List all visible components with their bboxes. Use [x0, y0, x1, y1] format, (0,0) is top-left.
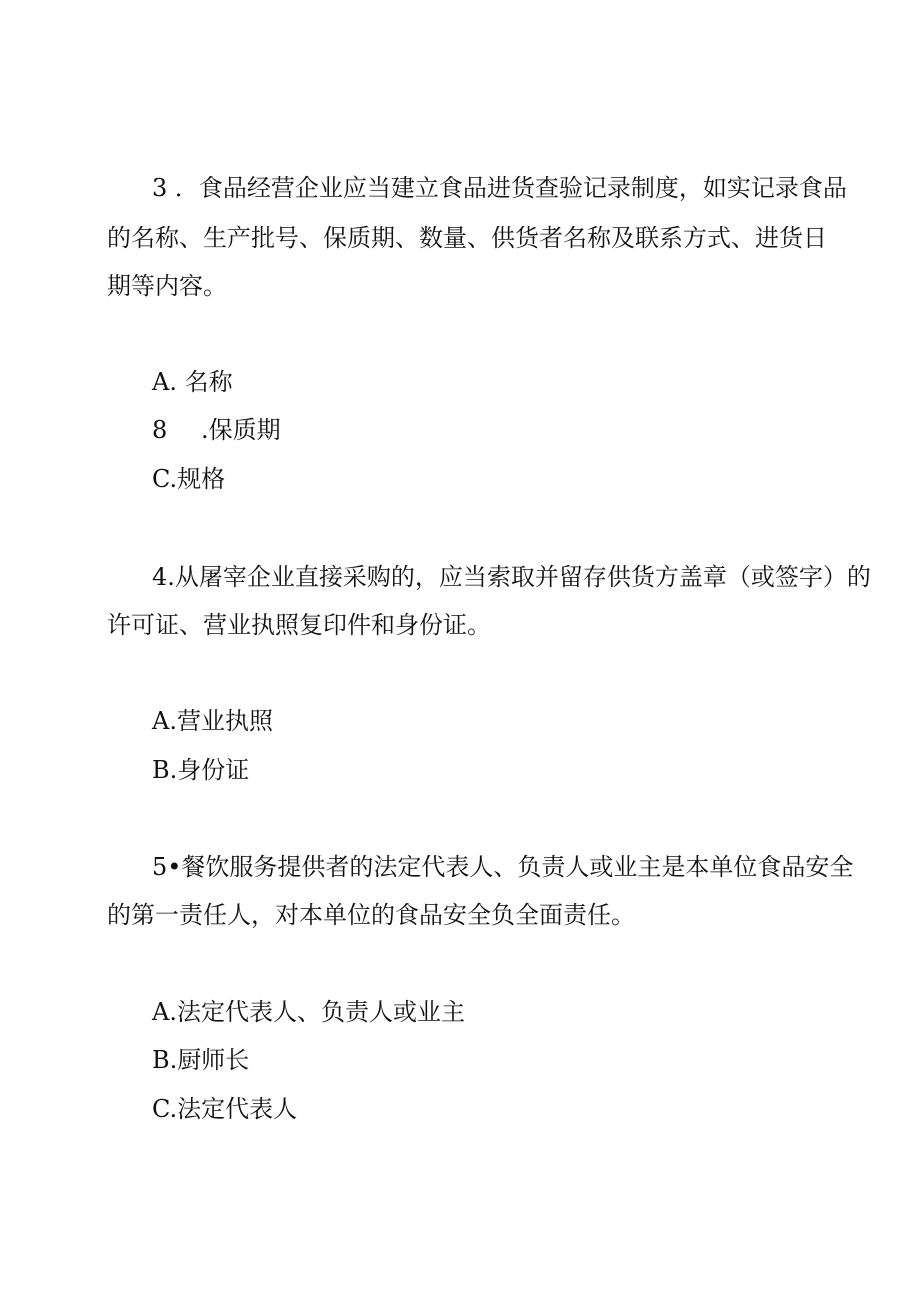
option-marker: A.	[152, 368, 177, 396]
question-5-line-2: 的第一责任人，对本单位的食品安全负全面责任。	[107, 901, 635, 929]
option-marker: A.	[152, 707, 177, 735]
option-marker: B.	[152, 756, 178, 784]
question-3-option-b	[152, 416, 281, 444]
option-marker: 8	[152, 416, 168, 444]
option-text: 名称	[176, 368, 233, 396]
question-4-line-1: 4.从屠宰企业直接采购的，应当索取并留存供货方盖章（或签字）的	[152, 563, 871, 591]
option-text: .保质期	[201, 416, 281, 444]
question-4-option-b	[152, 756, 249, 784]
option-marker: B.	[152, 1046, 178, 1074]
question-5-option-c	[152, 1095, 297, 1123]
question-4-option-a	[152, 707, 273, 735]
option-text: 营业执照	[176, 707, 273, 735]
option-text: 法定代表人、负责人或业主	[176, 998, 465, 1026]
option-text: 厨师长	[177, 1046, 250, 1074]
question-5-option-a	[152, 998, 465, 1026]
question-5-line-1: 5•餐饮服务提供者的法定代表人、负责人或业主是本单位食品安全	[152, 853, 854, 881]
question-4-line-2: 许可证、营业执照复印件和身份证。	[107, 611, 491, 639]
question-3-option-c	[152, 465, 225, 493]
option-text: 法定代表人	[177, 1095, 298, 1123]
option-marker: A.	[152, 998, 177, 1026]
question-3-line-3: 期等内容。	[107, 272, 227, 300]
question-3-line-2: 的名称、生产批号、保质期、数量、供货者名称及联系方式、进货日	[107, 224, 827, 252]
option-marker: C.	[152, 1095, 178, 1123]
question-3-option-a	[152, 368, 233, 396]
option-text: 规格	[177, 465, 226, 493]
option-marker: C.	[152, 465, 178, 493]
question-3-line-1: 3 ．食品经营企业应当建立食品进货查验记录制度，如实记录食品	[152, 174, 847, 202]
question-5-option-b	[152, 1046, 249, 1074]
option-text: 身份证	[177, 756, 250, 784]
